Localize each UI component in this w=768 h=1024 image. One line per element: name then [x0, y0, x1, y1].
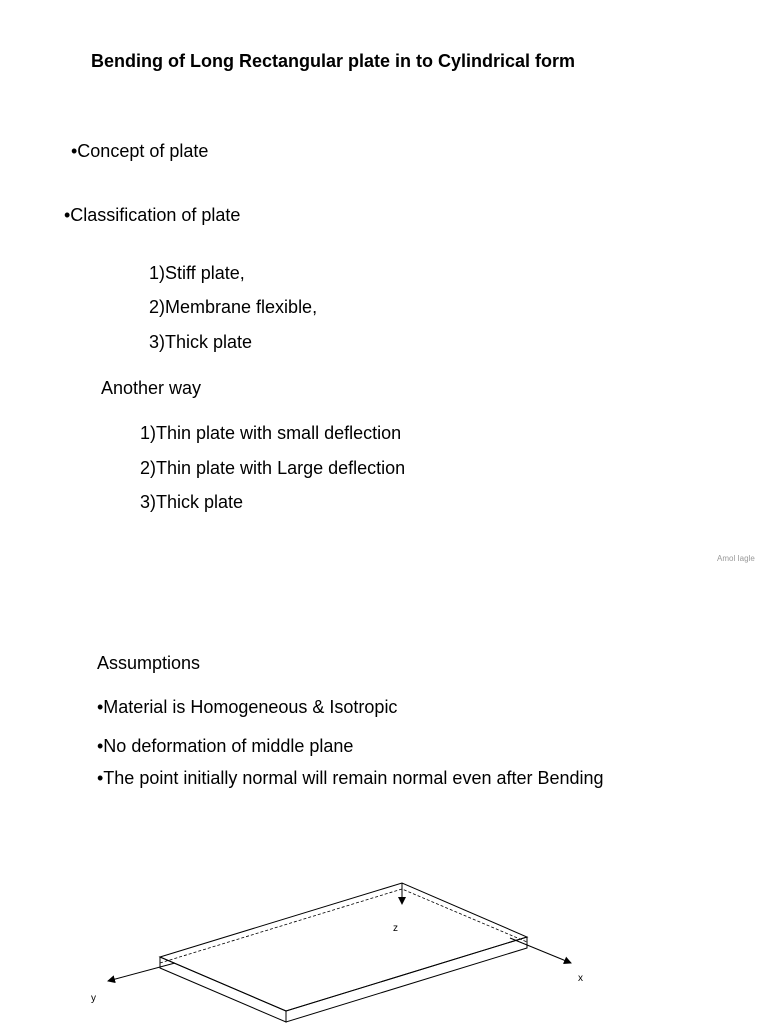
another-way-item-1: 1)Thin plate with small deflection	[140, 423, 402, 443]
assumption-item-3: •The point initially normal will remain normal even after Bending	[97, 768, 604, 788]
classification-item-2: 2)Membrane flexible,	[149, 297, 318, 317]
middle-plane-dashed	[160, 889, 527, 963]
axis-y-label: y	[91, 993, 96, 1004]
another-way-item-2: 2)Thin plate with Large deflection	[140, 458, 406, 478]
plate-front-face	[286, 937, 527, 1022]
another-way-heading: Another way	[101, 378, 202, 398]
classification-item-1: 1)Stiff plate,	[149, 263, 245, 283]
another-way-item-3: 3)Thick plate	[140, 492, 244, 512]
assumption-item-1: •Material is Homogeneous & Isotropic	[97, 697, 398, 717]
assumption-item-2: •No deformation of middle plane	[97, 736, 354, 756]
assumptions-heading: Assumptions	[97, 653, 201, 673]
plate-diagram	[0, 860, 768, 1024]
axis-z-label: z	[393, 923, 398, 934]
plate-side-face	[160, 957, 286, 1022]
classification-item-3: 3)Thick plate	[149, 332, 253, 352]
axis-y-line	[108, 963, 175, 981]
author-watermark: Amol Iagle	[717, 554, 755, 563]
concept-heading: •Concept of plate	[71, 141, 209, 161]
classification-heading: •Classification of plate	[64, 205, 241, 225]
axis-x-label: x	[578, 973, 583, 984]
page-title: Bending of Long Rectangular plate in to Cylindrical form	[91, 51, 576, 71]
